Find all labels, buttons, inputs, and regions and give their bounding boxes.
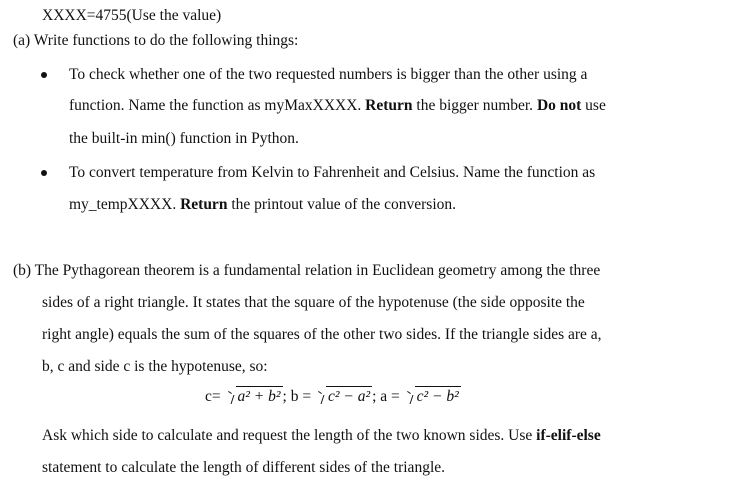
part-b-line5 [42,426,601,446]
part-b-line6: statement to calculate the length of different sides of the triangle. [42,459,445,476]
part-b-line4: b, c and side c is the hypotenuse, so: [42,358,268,375]
part-b-line1: (b) The Pythagorean theorem is a fundamental relation in Euclidean geometry among the three [13,262,601,279]
return-keyword: Return [180,196,228,213]
sqrt-symbol [406,386,461,407]
part-a-bullet1-line2-pre: function. Name the function as myMaxXXXX. [69,97,366,114]
header-text: XXXX=4755(Use the value) [42,7,222,24]
part-a-bullet2-line2 [69,195,456,215]
if-elif-else-keyword: if-elif-else [536,427,601,444]
do-not-keyword: Do not [536,97,582,114]
part-a-bullet2-line1: To convert temperature from Kelvin to Fahrenheit and Celsius. Name the function as [69,164,596,181]
part-a-label: (a) Write functions to do the following things: [13,32,299,49]
part-a-bullet2-line2-pre: my_tempXXXX. [69,196,181,213]
part-a-bullet1-line1: To check whether one of the two requested numbers is bigger than the other using a [69,66,588,83]
part-a-bullet1-line3: the built-in min() function in Python. [69,130,299,147]
formula-sep1: ; b = [282,388,312,405]
formula-sep2: ; a = [372,388,400,405]
part-a-bullet2-line2-post: the printout value of the conversion. [227,196,457,213]
return-keyword: Return [365,97,413,114]
formula-a-radicand: c² − b² [416,388,459,405]
part-b-line5-pre: Ask which side to calculate and request the length of the two known sides. Use [42,427,537,444]
formula-c-lhs: c= [205,388,221,405]
part-a-bullet1-line2-mid: the bigger number. [412,97,537,114]
part-a-bullet1-line2 [69,96,606,116]
sqrt-symbol [317,386,372,407]
sqrt-symbol [227,386,283,407]
formula-b-radicand: c² − a² [327,388,371,405]
bullet-icon [41,170,47,176]
part-b-line3: right angle) equals the sum of the squares of the other two sides. If the triangle sides are a, [42,326,602,343]
part-a-bullet1-line2-post: use [581,97,606,114]
part-b-line2: sides of a right triangle. It states that the square of the hypotenuse (the side opposite the [42,294,585,311]
pythagorean-formula [205,386,461,407]
bullet-icon [41,72,47,78]
formula-c-radicand: a² + b² [237,388,281,405]
